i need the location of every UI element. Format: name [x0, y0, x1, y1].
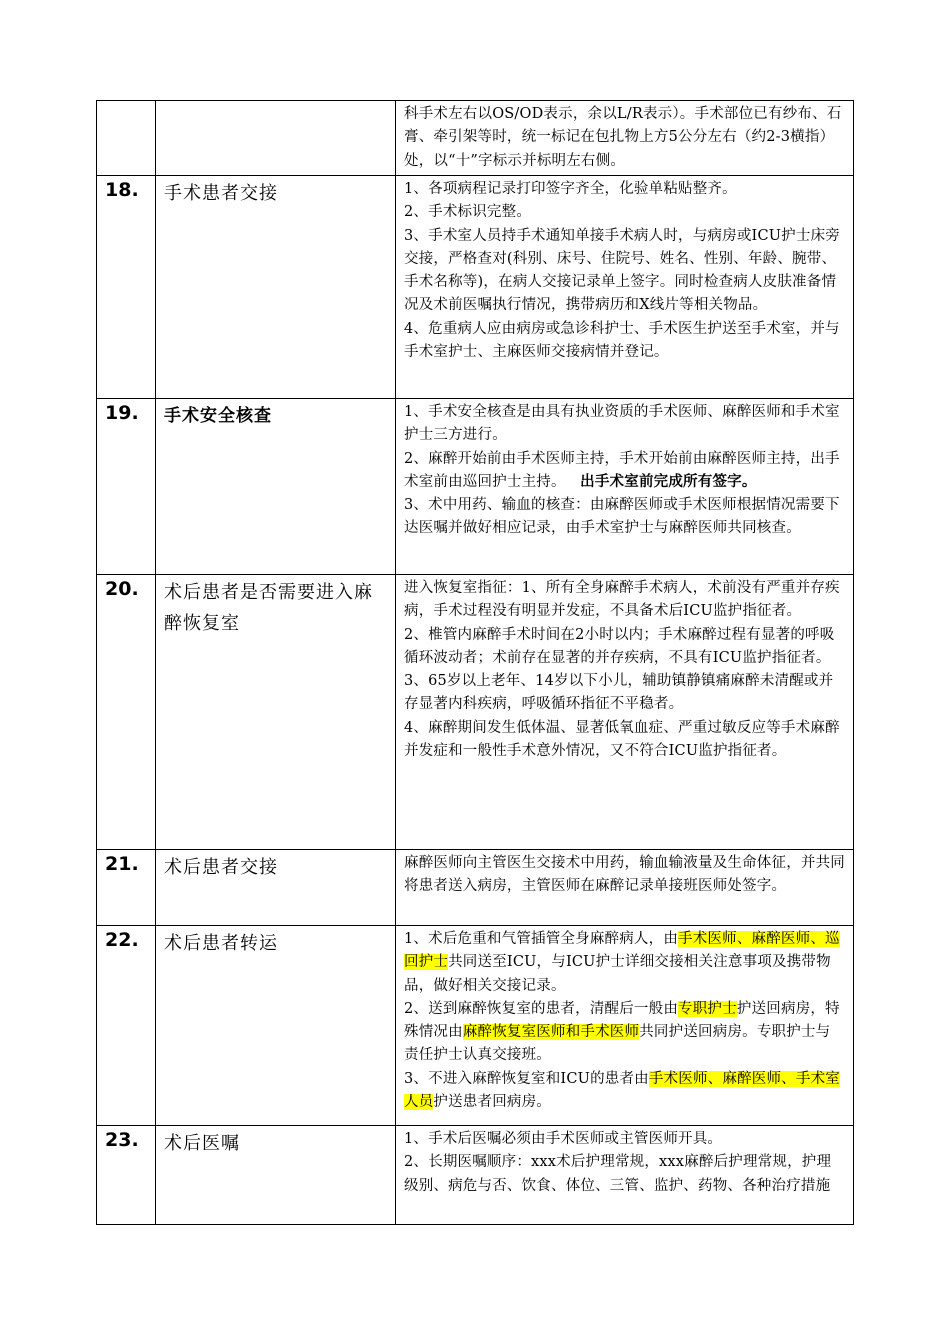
desc-paragraph: 2、长期医嘱顺序：xxx术后护理常规，xxx麻醉后护理常规，护理级别、病危与否、饮食、体位、三管、监护、药物、各种治疗措施 — [404, 1154, 832, 1194]
desc-paragraph: 科手术左右以OS/OD表示，余以L/R表示）。手术部位已有纱布、石膏、牵引架等时，统一标记在包扎物上方5公分左右（约2-3横指）处，以“十”字标示并标明左右侧。 — [404, 106, 842, 169]
row-description — [396, 926, 854, 1126]
desc-text: 护送患者回病房。 — [433, 1094, 552, 1111]
highlighted-text: 麻醉恢复室医师和手术医师 — [462, 1024, 640, 1041]
desc-paragraph: 3、65岁以上老年、14岁以下小儿，辅助镇静镇痛麻醉未清醒或并存显著内科疾病，呼吸循环指征不平稳者。 — [404, 673, 834, 713]
table-row — [97, 176, 854, 399]
table-row — [97, 575, 854, 850]
row-item: 术后患者是否需要进入麻醉恢复室 — [156, 575, 396, 850]
row-number — [97, 101, 156, 176]
table-row — [97, 850, 854, 926]
desc-text: 护送回病房，特殊情况由 — [404, 1000, 840, 1041]
row-description — [396, 1126, 854, 1225]
desc-text: 共同送至ICU，与ICU护士详细交接相关注意事项及携带物品，做好相关交接记录。 — [404, 954, 831, 994]
desc-paragraph: 麻醉医师向主管医生交接术中用药，输血输液量及生命体征，并共同将患者送入病房，主管医师在麻醉记录单接班医师处签字。 — [404, 855, 845, 895]
row-item: 手术安全核查 — [156, 399, 396, 575]
desc-text: 3、不进入麻醉恢复室和ICU的患者由 — [404, 1070, 649, 1087]
desc-paragraph: 3、手术室人员持手术通知单接手术病人时，与病房或ICU护士床旁交接，严格查对(科别、床号、住院号、姓名、性别、年龄、腕带、手术名称等)，在病人交接记录单上签字。同时检查病人皮肤准备情况及术前医嘱执行情况，携带病历和X线片等相关物品。 — [404, 227, 840, 314]
highlighted-text: 专职护士 — [678, 1000, 737, 1017]
desc-paragraph: 3、术中用药、输血的核查：由麻醉医师或手术医师根据情况需要下达医嘱并做好相应记录，由手术室护士与麻醉医师共同核查。 — [404, 497, 840, 537]
highlighted-text: 手术医师、麻醉医师、巡回护士 — [404, 931, 840, 971]
row-description — [396, 176, 854, 399]
table-row — [97, 926, 854, 1126]
desc-paragraph: 1、各项病程记录打印签字齐全，化验单粘贴整齐。 — [404, 181, 737, 197]
highlighted-text: 手术医师、麻醉医师、手术室人员 — [404, 1070, 840, 1111]
row-item: 手术患者交接 — [156, 176, 396, 399]
desc-text: 2、送到麻醉恢复室的患者，清醒后一般由 — [404, 1000, 679, 1017]
desc-text: 2、麻醉开始前由手术医师主持，手术开始前由麻醉医师主持，出手术室前由巡回护士主持。 — [404, 450, 840, 490]
row-description — [396, 101, 854, 176]
desc-paragraph — [404, 448, 845, 495]
desc-paragraph: 4、麻醉期间发生低体温、显著低氧血症、严重过敏反应等手术麻醉并发症和一般性手术意外情况，又不符合ICU监护指征者。 — [404, 719, 840, 760]
row-number: 21. — [97, 850, 156, 926]
desc-paragraph — [404, 998, 845, 1068]
desc-paragraph: 1、手术后医嘱必须由手术医师或主管医师开具。 — [404, 1131, 723, 1147]
desc-paragraph: 1、手术安全核查是由具有执业资质的手术医师、麻醉医师和手术室护士三方进行。 — [404, 404, 840, 444]
row-number: 22. — [97, 926, 156, 1126]
desc-paragraph: 2、手术标识完整。 — [404, 204, 532, 221]
desc-paragraph: 2、椎管内麻醉手术时间在2小时以内；手术麻醉过程有显著的呼吸循环波动者；术前存在显著的并存疾病，不具有ICU监护指征者。 — [404, 626, 835, 666]
procedure-table — [96, 100, 854, 1225]
row-item: 术后患者交接 — [156, 850, 396, 926]
row-description — [396, 399, 854, 575]
desc-text: 共同护送回病房。专职护士与责任护士认真交接班。 — [404, 1024, 831, 1064]
row-item — [156, 101, 396, 176]
desc-paragraph — [404, 1068, 845, 1115]
desc-text: 1、术后危重和气管插管全身麻醉病人，由 — [404, 931, 679, 947]
table-row — [97, 399, 854, 575]
row-item: 术后患者转运 — [156, 926, 396, 1126]
desc-paragraph: 进入恢复室指征：1、所有全身麻醉手术病人，术前没有严重并存疾病，手术过程没有明显并发症，不具备术后ICU监护指征者。 — [404, 580, 840, 620]
table-row — [97, 101, 854, 176]
row-number: 18. — [97, 176, 156, 399]
desc-paragraph: 4、危重病人应由病房或急诊科护士、手术医生护送至手术室，并与手术室护士、主麻医师交接病情并登记。 — [404, 320, 840, 361]
row-number: 20. — [97, 575, 156, 850]
table-row — [97, 1126, 854, 1225]
bold-note: 出手术室前完成所有签字。 — [580, 473, 757, 490]
desc-paragraph — [404, 928, 845, 998]
row-number: 23. — [97, 1126, 156, 1225]
row-description — [396, 575, 854, 850]
row-item: 术后医嘱 — [156, 1126, 396, 1225]
row-number: 19. — [97, 399, 156, 575]
row-description — [396, 850, 854, 926]
